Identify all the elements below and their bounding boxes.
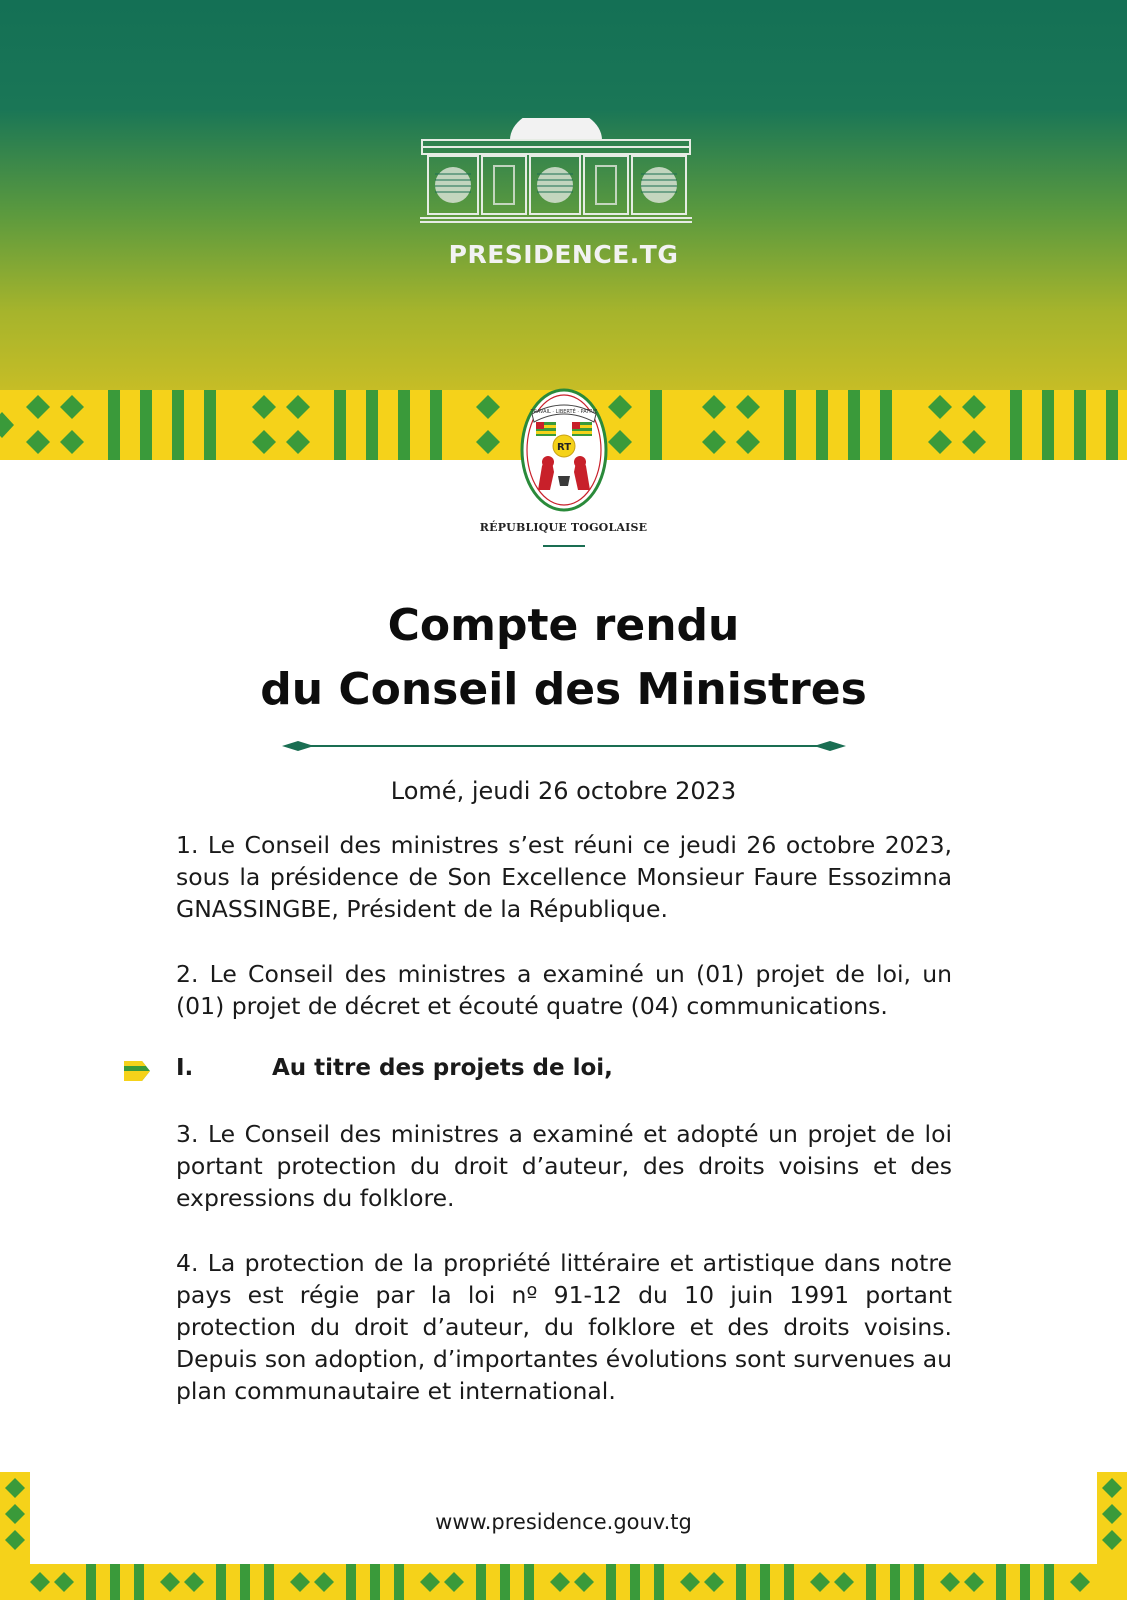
header-banner: [0, 0, 1127, 390]
document-date: Lomé, jeudi 26 octobre 2023: [390, 777, 737, 805]
presidential-palace-logo: [420, 118, 707, 230]
paragraph-2: 2. Le Conseil des ministres a examiné un (01) projet de loi, un (01) projet de décret et écouté quatre (04) communications.: [176, 960, 952, 1020]
section-heading: [124, 1055, 924, 1087]
caption-underline: [543, 545, 585, 547]
footer-website-link[interactable]: www.presidence.gouv.tg: [435, 1510, 692, 1534]
brand-name: PRESIDENCE.TG: [448, 240, 679, 269]
arrow-bullet-icon: [124, 1061, 150, 1081]
section-title: Au titre des projets de loi,: [272, 1055, 613, 1081]
page-title: [0, 594, 1127, 722]
paragraph-4: 4. La protection de la propriété littéraire et artistique dans notre pays est régie par la loi nº 91-12 du 10 juin 1991 portant protection du droit d’auteur, du folklore et des droits voisins. Depuis son adoption, d’importantes évolutions sont survenues au plan communautaire et international.: [176, 1249, 952, 1405]
coat-of-arms-emblem: [518, 386, 610, 516]
svg-text:TRAVAIL · LIBERTÉ · PATRIE: TRAVAIL · LIBERTÉ · PATRIE: [530, 409, 598, 415]
section-number: I.: [176, 1055, 194, 1081]
paragraph-1: 1. Le Conseil des ministres s’est réuni ce jeudi 26 octobre 2023, sous la présidence de Son Excellence Monsieur Faure Essozimna GNASSINGBE, Président de la République.: [176, 831, 952, 923]
footer-pattern-frame: [0, 1472, 1127, 1600]
paragraph-3: 3. Le Conseil des ministres a examiné et adopté un projet de loi portant protection du droit d’auteur, des droits voisins et des expressions du folklore.: [176, 1120, 952, 1212]
title-divider: [282, 739, 846, 753]
title-line-1: Compte rendu: [387, 600, 740, 651]
svg-text:RT: RT: [556, 442, 572, 453]
title-line-2: du Conseil des Ministres: [260, 664, 867, 715]
republic-caption: RÉPUBLIQUE TOGOLAISE: [479, 521, 648, 534]
